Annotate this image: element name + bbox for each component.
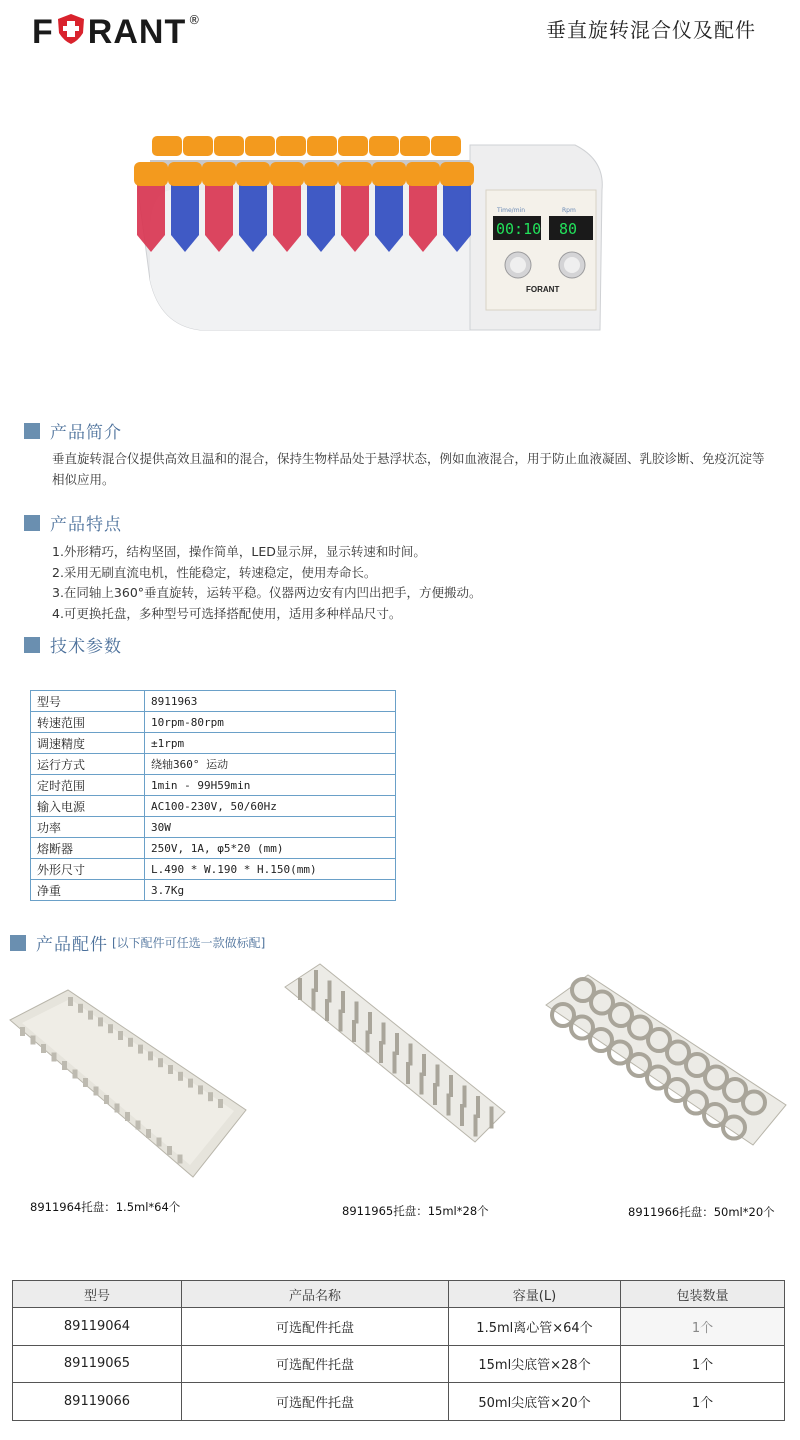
section-title: 产品配件 <box>36 935 108 955</box>
tube-cap-icon <box>431 136 461 156</box>
section-marker-icon <box>24 515 40 531</box>
cell-name: 可选配件托盘 <box>182 1308 449 1346</box>
clip-icon <box>474 1115 478 1137</box>
tube-cap-icon <box>183 136 213 156</box>
column-header: 型号 <box>13 1281 182 1308</box>
clip-icon <box>379 1041 383 1063</box>
column-header: 容量(L) <box>449 1281 621 1308</box>
tube-cap-icon <box>152 136 182 156</box>
header <box>0 0 800 60</box>
accessory-caption: 8911964托盘：1.5ml*64个 <box>30 1200 181 1214</box>
spec-row <box>31 775 396 796</box>
clip-icon <box>325 999 329 1021</box>
tube-cap-icon <box>270 162 304 186</box>
clip-icon <box>31 1036 36 1045</box>
section-intro-heading <box>24 418 122 443</box>
clip-icon <box>115 1104 120 1113</box>
feature-item: 4.可更换托盘，多种型号可选择搭配使用，适用多种样品尺寸。 <box>52 605 402 621</box>
clip-icon <box>78 1004 83 1013</box>
spec-key: 定时范围 <box>31 775 145 796</box>
clip-icon <box>88 1011 93 1020</box>
clip-icon <box>178 1072 183 1081</box>
clip-icon <box>62 1061 67 1070</box>
clip-icon <box>188 1079 193 1088</box>
spec-value: 8911963 <box>145 691 396 712</box>
tube-cap-icon <box>369 136 399 156</box>
clip-icon <box>104 1095 109 1104</box>
spec-table <box>30 690 396 901</box>
clip-icon <box>447 1094 451 1116</box>
accessory-image-50ml <box>538 965 788 1169</box>
timer-label: Time/min <box>497 207 526 214</box>
section-marker-icon <box>10 935 26 951</box>
intro-text: 垂直旋转混合仪提供高效且温和的混合，保持生物样品处于悬浮状态，例如血液混合，用于防止血液凝固、乳胶诊断、免疫沉淀等相似应用。 <box>52 451 765 487</box>
tube-cap-icon <box>168 162 202 186</box>
spec-row <box>31 859 396 880</box>
logo-letters-rant: RANT <box>87 13 187 51</box>
section-marker-icon <box>24 637 40 653</box>
tube-cap-icon <box>372 162 406 186</box>
tube-cap-icon <box>202 162 236 186</box>
spec-key: 熔断器 <box>31 838 145 859</box>
spec-row <box>31 796 396 817</box>
clip-icon <box>128 1038 133 1047</box>
feature-item: 2.采用无刷直流电机，性能稳定，转速稳定，使用寿命长。 <box>52 564 377 580</box>
brand-logo <box>32 12 201 52</box>
cell-capacity: 1.5ml离心管×64个 <box>449 1308 621 1346</box>
accessory-image-1-5ml <box>8 985 248 1184</box>
section-title: 产品特点 <box>50 515 122 535</box>
spec-key: 输入电源 <box>31 796 145 817</box>
spec-row <box>31 712 396 733</box>
tube-cap-icon <box>400 136 430 156</box>
spec-value: ±1rpm <box>145 733 396 754</box>
clip-icon <box>393 1052 397 1074</box>
table-row <box>13 1308 785 1346</box>
clip-icon <box>136 1121 141 1130</box>
clip-icon <box>68 997 73 1006</box>
tube-cap-icon <box>440 162 474 186</box>
clip-icon <box>157 1138 162 1147</box>
clip-icon <box>406 1062 410 1084</box>
cell-quantity: 1个 <box>621 1383 785 1421</box>
logo-registered: ® <box>188 13 201 27</box>
section-spec-heading <box>24 632 122 657</box>
section-features-heading <box>24 510 122 535</box>
clip-icon <box>352 1020 356 1042</box>
clip-icon <box>73 1070 78 1079</box>
clip-icon <box>178 1155 183 1164</box>
cell-quantity: 1个 <box>621 1308 785 1346</box>
spec-row <box>31 754 396 775</box>
spec-row <box>31 817 396 838</box>
section-note: [以下配件可任选一款做标配] <box>112 936 266 950</box>
spec-value: 绕轴360° 运动 <box>145 754 396 775</box>
table-row <box>13 1383 785 1421</box>
tube-cap-icon <box>307 136 337 156</box>
page-title: 垂直旋转混合仪及配件 <box>546 18 756 42</box>
tube-cap-icon <box>134 162 168 186</box>
clip-icon <box>167 1146 172 1155</box>
clip-icon <box>420 1073 424 1095</box>
tube-cap-icon <box>245 136 275 156</box>
clip-icon <box>146 1129 151 1138</box>
spec-value: AC100-230V, 50/60Hz <box>145 796 396 817</box>
spec-key: 净重 <box>31 880 145 901</box>
clip-icon <box>218 1099 223 1108</box>
product-image-rotator <box>130 130 610 340</box>
spec-key: 转速范围 <box>31 712 145 733</box>
section-accessories-heading <box>10 930 265 955</box>
cell-quantity: 1个 <box>621 1345 785 1383</box>
clip-icon <box>366 1031 370 1053</box>
table-row <box>13 1345 785 1383</box>
accessory-image-15ml <box>280 962 510 1166</box>
spec-row <box>31 733 396 754</box>
clip-icon <box>20 1027 25 1036</box>
section-title: 产品简介 <box>50 423 122 443</box>
cell-model: 89119064 <box>13 1308 182 1346</box>
spec-value: 10rpm-80rpm <box>145 712 396 733</box>
tube-cap-icon <box>338 136 368 156</box>
speed-label: Rpm <box>562 207 576 214</box>
parts-table <box>12 1280 785 1421</box>
tube-cap-icon <box>406 162 440 186</box>
clip-icon <box>339 1010 343 1032</box>
spec-value: 3.7Kg <box>145 880 396 901</box>
cell-name: 可选配件托盘 <box>182 1383 449 1421</box>
tube-cap-icon <box>236 162 270 186</box>
accessory-caption: 8911966托盘：50ml*20个 <box>628 1205 775 1219</box>
clip-icon <box>125 1112 130 1121</box>
table-header-row <box>13 1281 785 1308</box>
tube-cap-icon <box>214 136 244 156</box>
clip-icon <box>138 1045 143 1054</box>
feature-item: 1.外形精巧，结构坚固，操作简单，LED显示屏，显示转速和时间。 <box>52 544 426 559</box>
column-header: 包装数量 <box>621 1281 785 1308</box>
spec-key: 功率 <box>31 817 145 838</box>
spec-key: 外形尺寸 <box>31 859 145 880</box>
clip-icon <box>298 978 302 1000</box>
timer-display: 00:10 <box>496 220 542 238</box>
clip-icon <box>490 1107 494 1129</box>
spec-key: 运行方式 <box>31 754 145 775</box>
column-header: 产品名称 <box>182 1281 449 1308</box>
clip-icon <box>433 1083 437 1105</box>
spec-row <box>31 880 396 901</box>
feature-item: 3.在同轴上360°垂直旋转，运转平稳。仪器两边安有内凹出把手，方便搬动。 <box>52 585 482 600</box>
spec-key: 调速精度 <box>31 733 145 754</box>
cell-capacity: 50ml尖底管×20个 <box>449 1383 621 1421</box>
clip-icon <box>83 1078 88 1087</box>
cell-capacity: 15ml尖底管×28个 <box>449 1345 621 1383</box>
spec-key: 型号 <box>31 691 145 712</box>
spec-row <box>31 691 396 712</box>
cell-name: 可选配件托盘 <box>182 1345 449 1383</box>
clip-icon <box>52 1053 57 1062</box>
speed-display: 80 <box>559 220 578 238</box>
clip-icon <box>312 989 316 1011</box>
clip-icon <box>168 1065 173 1074</box>
clip-icon <box>98 1017 103 1026</box>
clip-icon <box>41 1044 46 1053</box>
section-marker-icon <box>24 423 40 439</box>
clip-icon <box>198 1085 203 1094</box>
accessory-caption: 8911965托盘：15ml*28个 <box>342 1204 489 1218</box>
tube-cap-icon <box>276 136 306 156</box>
spec-value: L.490 * W.190 * H.150(mm) <box>145 859 396 880</box>
clip-icon <box>108 1024 113 1033</box>
clip-icon <box>158 1058 163 1067</box>
spec-row <box>31 838 396 859</box>
features-list <box>52 542 482 624</box>
clip-icon <box>94 1087 99 1096</box>
tube-cap-icon <box>304 162 338 186</box>
clip-icon <box>460 1104 464 1126</box>
cell-model: 89119066 <box>13 1383 182 1421</box>
clip-icon <box>148 1051 153 1060</box>
logo-letter-f: F <box>32 13 54 51</box>
clip-icon <box>118 1031 123 1040</box>
logo-shield-icon <box>56 13 86 45</box>
spec-value: 30W <box>145 817 396 838</box>
clip-icon <box>208 1092 213 1101</box>
cell-model: 89119065 <box>13 1345 182 1383</box>
spec-value: 1min - 99H59min <box>145 775 396 796</box>
section-title: 技术参数 <box>50 637 122 657</box>
tube-cap-icon <box>338 162 372 186</box>
device-brand: FORANT <box>526 285 560 294</box>
spec-value: 250V, 1A, φ5*20 (mm) <box>145 838 396 859</box>
